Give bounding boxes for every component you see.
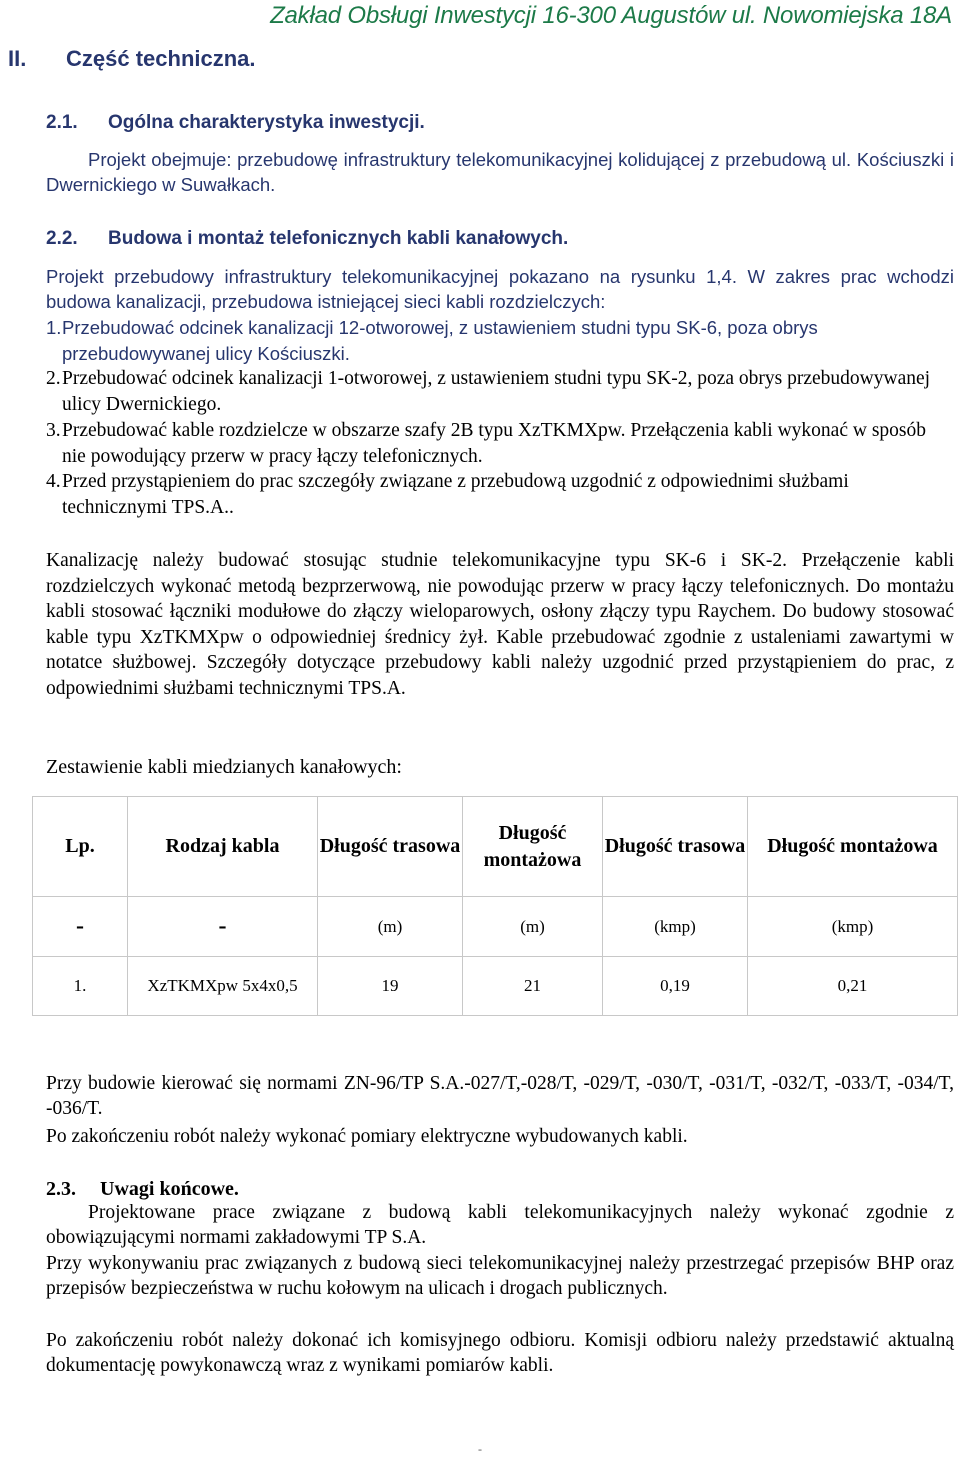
table-cell: 0,19	[603, 957, 748, 1016]
unit-cell: (m)	[463, 897, 603, 957]
header-cell: Długość trasowa	[318, 797, 463, 897]
list-number: 4.	[46, 471, 61, 493]
table-cell: 1.	[33, 957, 128, 1016]
table-units-row	[33, 897, 958, 957]
table-title: Zestawienie kabli miedzianych kanałowych:	[46, 756, 402, 778]
list-item	[46, 418, 954, 469]
header-cell: Lp.	[33, 797, 128, 897]
list-text: Przebudować odcinek kanalizacji 12-otworowej, z ustawieniem studni typu SK-6, poza obrys przebudowywanej ulicy Kościuszki.	[62, 317, 818, 364]
section-2-2-intro: Projekt przebudowy infrastruktury telekomunikacyjnej pokazano na rysunku 1,4. W zakres prac wchodzi budowa kanalizacji, przebudowa istniejącej sieci kabli rozdzielczych:	[46, 266, 954, 312]
section-2-2-heading	[46, 228, 568, 250]
table-header-row	[33, 797, 958, 897]
list-number: 2.	[46, 368, 61, 390]
table-cell: 19	[318, 957, 463, 1016]
list-text: Przebudować kable rozdzielcze w obszarze szafy 2B typu XzTKMXpw. Przełączenia kabli wykonać w sposób nie powodujący przerw w pracy łączy telefonicznych.	[62, 419, 926, 467]
unit-cell: (kmp)	[748, 897, 958, 957]
section-number: 2.2.	[46, 228, 78, 249]
section-title: Uwagi końcowe.	[100, 1178, 239, 1200]
final-remarks-p1: Projektowane prace związane z budową kabli telekomunikacyjnych należy wykonać zgodnie z obowiązującymi normami zakładowymi TP S.A.	[46, 1202, 954, 1248]
page-footer-mark: -	[478, 1442, 482, 1456]
section-2-3-heading	[46, 1178, 239, 1201]
section-number: 2.3.	[46, 1178, 76, 1200]
section-title: Budowa i montaż telefonicznych kabli kanałowych.	[108, 228, 569, 249]
section-number: 2.1.	[46, 112, 78, 133]
part-number: II.	[8, 46, 27, 71]
final-remarks-p2: Przy wykonywaniu prac związanych z budową sieci telekomunikacyjnej należy przestrzegać przepisów BHP oraz przepisów bezpieczeństwa w ruchu kołowym na ulicach i drogach publicznych.	[46, 1253, 954, 1299]
table-cell: XzTKMXpw 5x4x0,5	[128, 957, 318, 1016]
measurement-text: Po zakończeniu robót należy wykonać pomiary elektryczne wybudowanych kabli.	[46, 1126, 688, 1147]
part-title: Część techniczna.	[66, 46, 256, 71]
list-item	[46, 366, 954, 417]
final-remarks-p3: Po zakończeniu robót należy dokonać ich komisyjnego odbioru. Komisji odbioru należy przedstawić aktualną dokumentację powykonawczą wraz z wynikami pomiarów kabli.	[46, 1330, 954, 1376]
list-text: Przed przystąpieniem do prac szczegóły związane z przebudową uzgodnić z odpowiednimi służbami technicznymi TPS.A..	[62, 471, 849, 518]
table-cell: 0,21	[748, 957, 958, 1016]
unit-cell: -	[33, 897, 128, 957]
header-cell: Długość montażowa	[463, 797, 603, 897]
header-cell: Długość trasowa	[603, 797, 748, 897]
header-cell: Długość montażowa	[748, 797, 958, 897]
list-number: 1.	[46, 317, 62, 338]
section-title: Ogólna charakterystyka inwestycji.	[108, 112, 425, 133]
list-text: Przebudować odcinek kanalizacji 1-otworowej, z ustawieniem studni typu SK-2, poza obrys przebudowywanej ulicy Dwernickiego.	[62, 368, 931, 416]
section-2-2-body: Kanalizację należy budować stosując studnie telekomunikacyjne typu SK-6 i SK-2. Przełączenie kabli rozdzielczych wykonać metodą bezprzerwową, nie powodując przerw w pracy łączy telefonicznych. Do montażu kabli stosować łączniki modułowe do złączy wieloparowych, osłony złączy typu Raychem. Do budowy stosować kable typu XzTKMXpw o odpowiedniej średnicy żył. Kable przebudować zgodnie z ustaleniami zawartymi w notatce służbowej. Szczegóły dotyczące przebudowy kabli należy uzgodnić przed przystąpieniem do prac, z odpowiednimi służbami technicznymi TPS.A.	[46, 550, 954, 699]
works-list	[46, 315, 954, 521]
list-number: 3.	[46, 419, 61, 441]
table-cell: 21	[463, 957, 603, 1016]
header-cell: Rodzaj kabla	[128, 797, 318, 897]
section-2-1-text: Projekt obejmuje: przebudowę infrastruktury telekomunikacyjnej kolidującej z przebudową ul. Kościuszki i Dwernickiego w Suwałkach.	[46, 149, 954, 195]
cables-table	[32, 796, 958, 1016]
part-heading	[8, 46, 256, 72]
header-organization: Zakład Obsługi Inwestycji 16-300 Augustów ul. Nowomiejska 18A	[270, 2, 952, 29]
norms-text: Przy budowie kierować się normami ZN-96/TP S.A.-027/T,-028/T, -029/T, -030/T, -031/T, -032/T, -033/T, -034/T, -036/T.	[46, 1073, 954, 1119]
unit-cell: (kmp)	[603, 897, 748, 957]
section-2-1-heading	[46, 112, 425, 134]
list-item	[46, 469, 954, 520]
list-item	[46, 315, 954, 366]
table-row	[33, 957, 958, 1016]
unit-cell: (m)	[318, 897, 463, 957]
unit-cell: -	[128, 897, 318, 957]
